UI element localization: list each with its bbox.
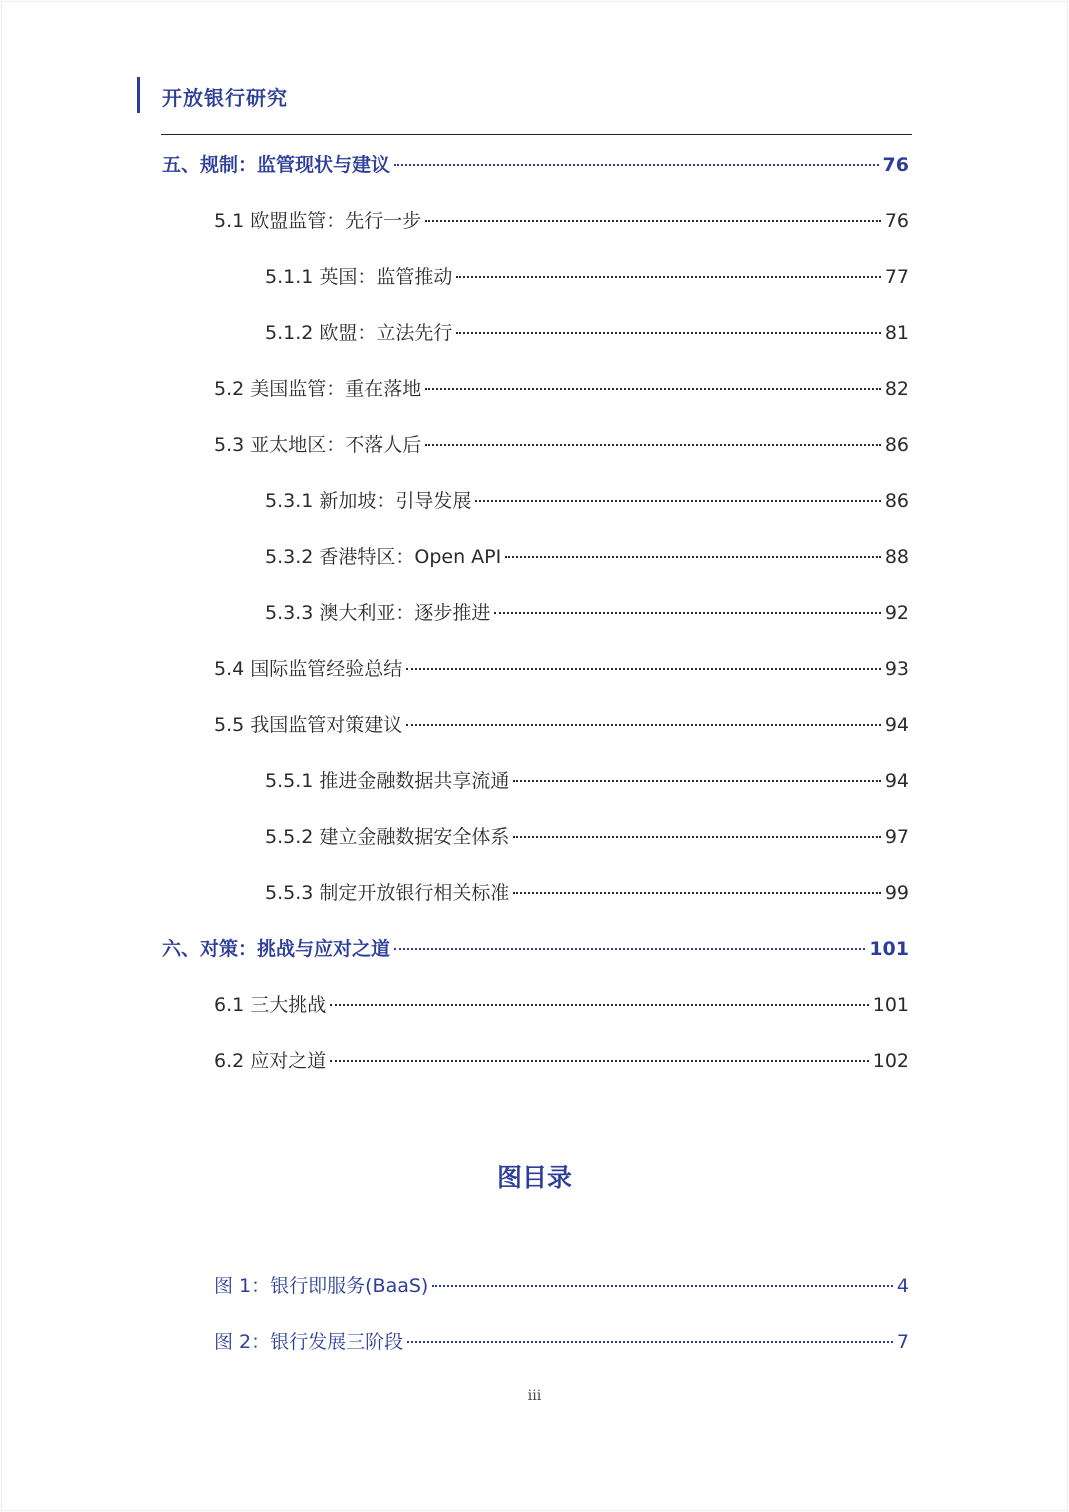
toc-leader-dots [330, 1004, 868, 1006]
toc-entry-5-3-2[interactable] [265, 542, 909, 572]
toc-entry-page: 99 [884, 882, 909, 904]
toc-entry-label: 5.4 国际监管经验总结 [214, 658, 403, 680]
toc-entry-page: 101 [872, 994, 909, 1016]
toc-entry-5-1-1[interactable] [265, 262, 909, 292]
toc-entry-label: 5.3.2 香港特区：Open API [265, 546, 502, 568]
toc-leader-dots [330, 1060, 868, 1062]
toc-entry-6-1[interactable] [214, 990, 909, 1020]
figure-entry-label: 图 2：银行发展三阶段 [214, 1331, 404, 1353]
toc-leader-dots [425, 388, 881, 390]
toc-entry-5-5-2[interactable] [265, 822, 909, 852]
toc-leader-dots [425, 444, 881, 446]
toc-entry-6-2[interactable] [214, 1046, 909, 1076]
header-divider [161, 134, 912, 135]
toc-entry-5-5-3[interactable] [265, 878, 909, 908]
toc-entry-chapter-6[interactable] [162, 934, 909, 964]
toc-entry-page: 82 [884, 378, 909, 400]
toc-entry-chapter-5[interactable] [162, 150, 909, 180]
toc-leader-dots [456, 332, 880, 334]
toc-entry-label: 5.3.3 澳大利亚：逐步推进 [265, 602, 491, 624]
toc-leader-dots [407, 1341, 893, 1343]
toc-leader-dots [475, 500, 880, 502]
toc-entry-label: 5.5.3 制定开放银行相关标准 [265, 882, 510, 904]
toc-entry-label: 5.5.1 推进金融数据共享流通 [265, 770, 510, 792]
toc-entry-page: 94 [884, 770, 909, 792]
toc-leader-dots [425, 220, 881, 222]
figure-entry-1[interactable] [214, 1271, 909, 1301]
toc-leader-dots [513, 780, 880, 782]
toc-entry-page: 77 [884, 266, 909, 288]
toc-entry-5-2[interactable] [214, 374, 909, 404]
toc-entry-label: 6.2 应对之道 [214, 1050, 327, 1072]
toc-entry-label: 5.5.2 建立金融数据安全体系 [265, 826, 510, 848]
toc-entry-label: 5.3.1 新加坡：引导发展 [265, 490, 472, 512]
toc-entry-5-1[interactable] [214, 206, 909, 236]
toc-entry-label: 5.1 欧盟监管：先行一步 [214, 210, 422, 232]
toc-entry-page: 81 [884, 322, 909, 344]
toc-entry-page: 88 [884, 546, 909, 568]
toc-entry-label: 6.1 三大挑战 [214, 994, 327, 1016]
toc-leader-dots [513, 836, 880, 838]
figure-entry-page: 7 [896, 1331, 909, 1353]
toc-leader-dots [494, 612, 880, 614]
toc-entry-label: 5.1.1 英国：监管推动 [265, 266, 453, 288]
toc-entry-page: 76 [882, 154, 909, 176]
header-title: 开放银行研究 [162, 86, 288, 110]
toc-entry-page: 97 [884, 826, 909, 848]
toc-entry-5-5[interactable] [214, 710, 909, 740]
toc-entry-5-3-3[interactable] [265, 598, 909, 628]
toc-entry-label: 5.3 亚太地区：不落人后 [214, 434, 422, 456]
figure-entry-label: 图 1：银行即服务(BaaS) [214, 1275, 429, 1297]
toc-entry-label: 5.2 美国监管：重在落地 [214, 378, 422, 400]
toc-entry-page: 86 [884, 434, 909, 456]
toc-entry-5-4[interactable] [214, 654, 909, 684]
toc-leader-dots [394, 164, 879, 166]
toc-entry-page: 101 [869, 938, 909, 960]
figure-entry-page: 4 [896, 1275, 909, 1297]
toc-entry-label: 5.1.2 欧盟：立法先行 [265, 322, 453, 344]
toc-leader-dots [432, 1285, 893, 1287]
toc-entry-label: 5.5 我国监管对策建议 [214, 714, 403, 736]
toc-leader-dots [394, 948, 865, 950]
toc-entry-page: 76 [884, 210, 909, 232]
toc-entry-label: 六、对策：挑战与应对之道 [162, 938, 391, 960]
toc-entry-5-3[interactable] [214, 430, 909, 460]
figure-list-heading: 图目录 [496, 1163, 572, 1192]
toc-leader-dots [456, 276, 880, 278]
toc-entry-page: 94 [884, 714, 909, 736]
figure-entry-2[interactable] [214, 1327, 909, 1357]
toc-entry-5-3-1[interactable] [265, 486, 909, 516]
header-accent-bar [137, 77, 140, 113]
page-number: iii [527, 1388, 542, 1404]
toc-entry-5-5-1[interactable] [265, 766, 909, 796]
toc-leader-dots [505, 556, 881, 558]
toc-entry-page: 92 [884, 602, 909, 624]
toc-entry-5-1-2[interactable] [265, 318, 909, 348]
toc-leader-dots [406, 668, 881, 670]
toc-leader-dots [406, 724, 881, 726]
toc-entry-page: 86 [884, 490, 909, 512]
toc-leader-dots [513, 892, 880, 894]
toc-entry-label: 五、规制：监管现状与建议 [162, 154, 391, 176]
toc-entry-page: 102 [872, 1050, 909, 1072]
toc-entry-page: 93 [884, 658, 909, 680]
